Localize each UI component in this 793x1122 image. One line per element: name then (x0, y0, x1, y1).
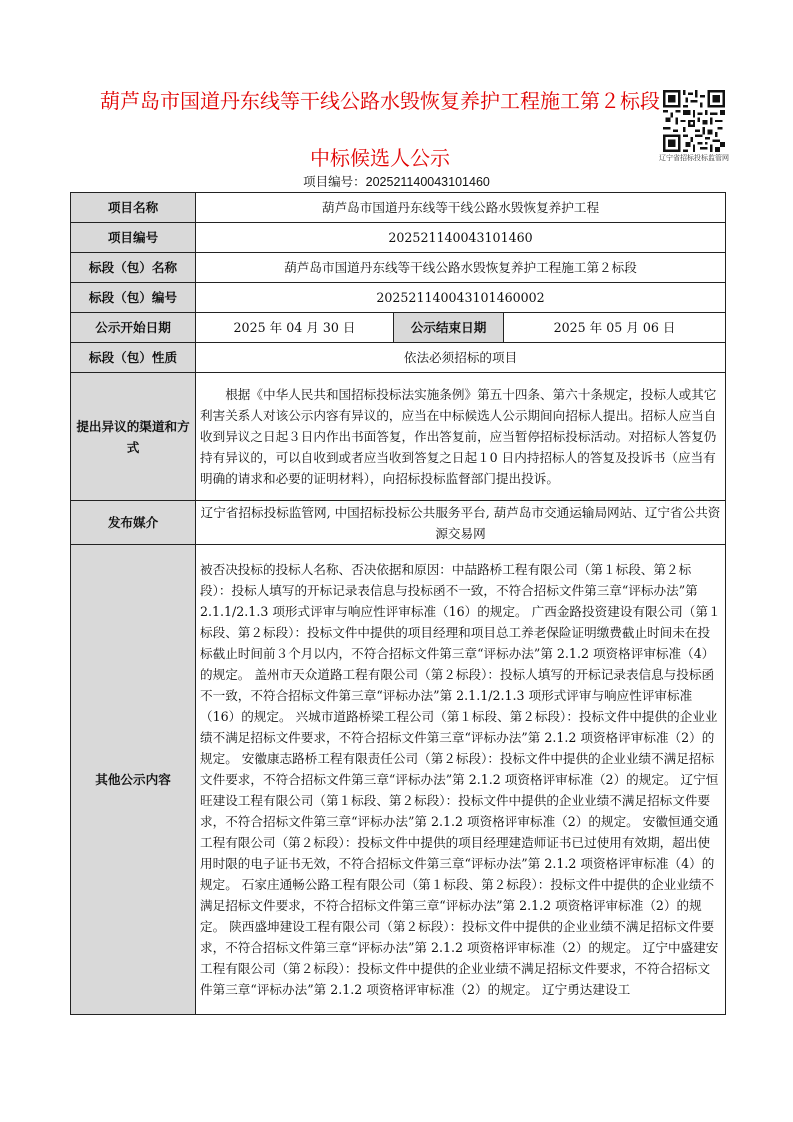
row-project-name (71, 193, 726, 223)
announcement-table (70, 192, 726, 1015)
end-date-value: 2025 年 05 月 06 日 (504, 313, 726, 343)
row-nature (71, 343, 726, 373)
project-number-line: 项目编号：202521140043101460 (303, 175, 490, 189)
row-objection (71, 373, 726, 501)
objection-label: 提出异议的渠道和方式 (71, 373, 196, 501)
media-value: 辽宁省招标投标监管网, 中国招标投标公共服务平台, 葫芦岛市交通运输局网站、辽宁省公共资源交易网 (196, 501, 726, 545)
project-name-value: 葫芦岛市国道丹东线等干线公路水毁恢复养护工程 (196, 193, 726, 223)
page-title: 葫芦岛市国道丹东线等干线公路水毁恢复养护工程施工第２标段 (100, 89, 660, 113)
nature-label: 标段（包）性质 (71, 343, 196, 373)
row-section-no (71, 283, 726, 313)
qr-caption: 辽宁省招标投标监管网 (659, 154, 729, 162)
project-no-value: 202521140043101460 (196, 223, 726, 253)
row-dates (71, 313, 726, 343)
row-media (71, 501, 726, 545)
project-no-label: 项目编号 (71, 223, 196, 253)
other-value: 被否决投标的投标人名称、否决依据和原因：中喆路桥工程有限公司（第１标段、第２标段）：投标人填写的开标记录表信息与投标函不一致，不符合招标文件第三章“评标办法”第 2.1.1/2.1.3 项形式评审与响应性评审标准（16）的规定。 广西金路投资建设有限公司（第１标段、第２标段）：投标文件中提供的项目经理和项目总工养老保险证明缴费截止时间未在投标截止时间前３个月以内，不符合招标文件第三章“评标办法”第 2.1.2 项资格评审标准（4）的规定。 盖州市天众道路工程有限公司（第２标段）：投标人填写的开标记录表信息与投标函不一致，不符合招标文件第三章“评标办法”第 2.1.1/2.1.3 项形式评审与响应性评审标准（16）的规定。 兴城市道路桥梁工程公司（第１标段、第２标段）：投标文件中提供的企业业绩不满足招标文件要求，不符合招标文件第三章“评标办法”第 2.1.2 项资格评审标准（2）的规定。 安徽康志路桥工程有限责任公司（第２标段）：投标文件中提供的企业业绩不满足招标文件要求，不符合招标文件第三章“评标办法”第 2.1.2 项资格评审标准（2）的规定。 辽宁恒旺建设工程有限公司（第１标段、第２标段）：投标文件中提供的企业业绩不满足招标文件要求，不符合招标文件第三章“评标办法”第 2.1.2 项资格评审标准（2）的规定。 安徽恒通交通工程有限公司（第２标段）：投标文件中提供的项目经理建造师证书已过使用有效期，超出使用时限的电子证书无效，不符合招标文件第三章“评标办法”第 2.1.2 项资格评审标准（4）的规定。 石家庄通畅公路工程有限公司（第１标段、第２标段）：投标文件中提供的企业业绩不满足招标文件要求，不符合招标文件第三章“评标办法”第 2.1.2 项资格评审标准（2）的规定。 陕西盛坤建设工程有限公司（第２标段）：投标文件中提供的企业业绩不满足招标文件要求，不符合招标文件第三章“评标办法”第 2.1.2 项资格评审标准（2）的规定。 辽宁中盛建安工程有限公司（第２标段）：投标文件中提供的企业业绩不满足招标文件要求，不符合招标文件第三章“评标办法”第 2.1.2 项资格评审标准（2）的规定。 辽宁勇达建设工 (196, 545, 726, 1015)
end-date-label: 公示结束日期 (394, 313, 504, 343)
section-name-label: 标段（包）名称 (71, 253, 196, 283)
section-name-value: 葫芦岛市国道丹东线等干线公路水毁恢复养护工程施工第２标段 (196, 253, 726, 283)
project-name-label: 项目名称 (71, 193, 196, 223)
row-section-name (71, 253, 726, 283)
section-no-value: 202521140043101460002 (196, 283, 726, 313)
start-date-value: 2025 年 04 月 30 日 (196, 313, 394, 343)
objection-value: 根据《中华人民共和国招标投标法实施条例》第五十四条、第六十条规定，投标人或其它利害关系人对该公示内容有异议的，应当在中标候选人公示期间向招标人提出。招标人应当自收到异议之日起３日内作出书面答复，作出答复前，应当暂停招标投标活动。对招标人答复仍持有异议的，可以自收到或者应当收到答复之日起１0 日内持招标人的答复及投诉书（应当有明确的请求和必要的证明材料），向招标投标监督部门提出投诉。 (196, 373, 726, 501)
page-subtitle: 中标候选人公示 (310, 146, 450, 170)
row-other (71, 545, 726, 1015)
row-project-no (71, 223, 726, 253)
nature-value: 依法必须招标的项目 (196, 343, 726, 373)
start-date-label: 公示开始日期 (71, 313, 196, 343)
media-label: 发布媒介 (71, 501, 196, 545)
section-no-label: 标段（包）编号 (71, 283, 196, 313)
other-label: 其他公示内容 (71, 545, 196, 1015)
qr-code-icon (663, 90, 725, 152)
